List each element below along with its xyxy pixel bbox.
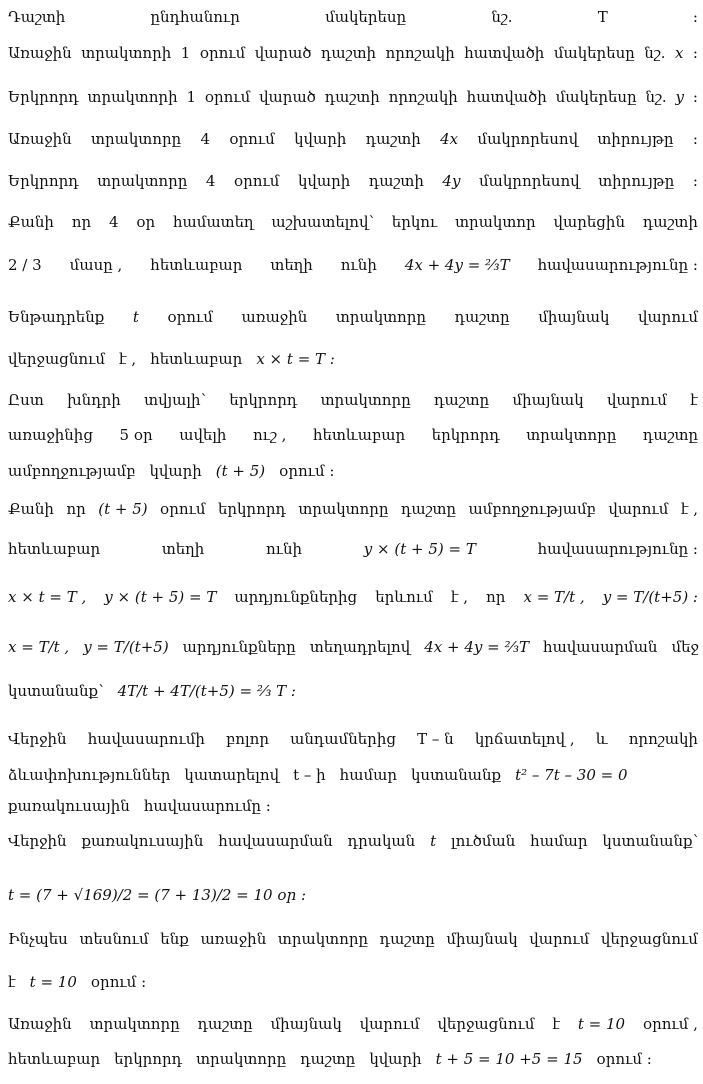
word: x × t = T : — [256, 350, 335, 368]
word: x = T/t , — [523, 588, 585, 606]
word: հավասարումը : — [143, 797, 271, 815]
word: է , — [119, 350, 137, 368]
word: միայնակ — [270, 1015, 342, 1033]
text-line — [8, 1015, 698, 1033]
word: է — [8, 973, 16, 991]
word: մակերեսը — [325, 8, 407, 26]
word: երևում — [375, 588, 433, 606]
word: քառակուսային — [81, 832, 204, 850]
word: վարում — [359, 1015, 420, 1033]
word: հավասարման — [218, 832, 333, 850]
word: Երկրորդ — [8, 172, 79, 190]
word: կրճատելով , — [474, 730, 575, 748]
word: հետևաբար — [8, 1050, 101, 1068]
word: : — [692, 172, 698, 190]
word: տրակտորը — [335, 308, 426, 326]
word: վերջացնում — [600, 930, 698, 948]
word: նշ. — [645, 88, 667, 106]
word: առաջին — [200, 930, 267, 948]
word: կստանանք — [411, 766, 502, 784]
word: երկրորդ — [217, 500, 286, 518]
text-line — [8, 730, 698, 748]
word: կատարելով — [184, 766, 280, 784]
word: է — [690, 391, 698, 409]
text-line — [8, 462, 698, 480]
word: դաշտը — [197, 1015, 253, 1033]
word: 4y — [442, 172, 461, 190]
text-line — [8, 172, 698, 190]
word: x = T/t , — [8, 638, 70, 656]
word: տրակտորի — [87, 88, 178, 106]
word: խնդրի — [67, 391, 121, 409]
word: հետևաբար — [150, 350, 243, 368]
text-line — [8, 44, 698, 62]
word: կվարի — [298, 172, 351, 190]
word: հատվածի — [466, 88, 547, 106]
word: մեջ — [671, 638, 699, 656]
word: մակերեսը — [555, 88, 637, 106]
word: միայնակ — [512, 391, 584, 409]
word: տեղի — [161, 540, 205, 558]
word: ունի — [266, 540, 303, 558]
word: t = (7 + √169)/2 = (7 + 13)/2 = 10 օր : — [8, 886, 306, 904]
word: որոշակի — [628, 730, 698, 748]
word: առաջին — [241, 308, 308, 326]
word: դաշտը — [300, 1050, 356, 1068]
word: կստանանք՝ — [602, 832, 698, 850]
text-line — [8, 1050, 698, 1068]
word: t + 5 = 10 +5 = 15 — [435, 1050, 583, 1068]
word: դաշտը — [434, 391, 490, 409]
word: երկրորդ — [114, 1050, 183, 1068]
text-line — [8, 130, 698, 148]
word: տրակտորը — [526, 426, 617, 444]
word: Երկրորդ — [8, 88, 79, 106]
word: տրակտորը — [89, 1015, 180, 1033]
word: ենք — [160, 930, 189, 948]
word: վերջացնում — [437, 1015, 535, 1033]
word: Առաջին — [8, 130, 72, 148]
word: y × (t + 5) = T — [104, 588, 217, 606]
word: Առաջին — [8, 44, 72, 62]
word: վարում — [608, 500, 669, 518]
word: 4 — [205, 172, 216, 190]
word: քառակուսային — [8, 797, 130, 815]
word: տրակտորի — [81, 44, 172, 62]
text-line — [8, 832, 698, 850]
word: դաշտը — [379, 930, 435, 948]
word: տրակտորը — [91, 130, 182, 148]
word: տրակտորը — [97, 172, 188, 190]
word: է — [552, 1015, 561, 1033]
word: օրում : — [279, 462, 335, 480]
word: հետևաբար — [150, 256, 243, 274]
word: հավասարումի — [87, 730, 205, 748]
word: տրակտոր — [455, 213, 536, 231]
text-line — [8, 886, 698, 904]
text-line — [8, 540, 698, 558]
word: օրում — [234, 172, 280, 190]
word: վարում — [638, 308, 698, 326]
word: օրում — [229, 130, 275, 148]
word: t² – 7t – 30 = 0 — [515, 766, 628, 784]
word: վերջացնում — [8, 350, 106, 368]
word: դաշտի — [324, 88, 380, 106]
word: վարում — [529, 930, 590, 948]
word: դաշտի — [321, 44, 377, 62]
word: հավասարությունը : — [537, 540, 698, 558]
word: ընդհանուր — [150, 8, 240, 26]
text-line — [8, 930, 698, 948]
word: y = T/(t+5) : — [602, 588, 698, 606]
word: տրակտորը — [298, 500, 389, 518]
word: 5 օր — [119, 426, 153, 444]
text-line — [8, 8, 698, 26]
word: ամբողջությամբ — [468, 500, 596, 518]
text-line — [8, 256, 698, 274]
word: երկրորդ — [431, 426, 500, 444]
word: t — [430, 832, 437, 850]
word: միայնակ — [446, 930, 518, 948]
word: Վերջին — [8, 730, 67, 748]
word: 4x + 4y = ⅔T — [424, 638, 530, 656]
word: t = 10 — [577, 1015, 626, 1033]
word: Ըստ — [8, 391, 44, 409]
word: հավասարման — [543, 638, 658, 656]
word: որոշակի — [385, 44, 455, 62]
word: (t + 5) — [98, 500, 148, 518]
word: ունի — [340, 256, 377, 274]
word: միայնակ — [538, 308, 610, 326]
word: 1 — [180, 44, 191, 62]
word: հետևաբար — [8, 540, 101, 558]
word: հավասարությունը : — [537, 256, 698, 274]
text-line — [8, 426, 698, 444]
word: դաշտը — [454, 308, 510, 326]
word: Վերջին — [8, 832, 67, 850]
word: x — [674, 44, 684, 62]
word: Ենթադրենք — [8, 308, 105, 326]
text-line — [8, 213, 698, 231]
word: օրում : — [90, 973, 147, 991]
word: տեղադրելով — [309, 638, 411, 656]
word: Քանի — [8, 500, 54, 518]
word: վարեցին — [553, 213, 625, 231]
word: անդամներից — [290, 730, 396, 748]
word: բոլոր — [226, 730, 269, 748]
word: դրական — [347, 832, 416, 850]
word: ամբողջությամբ — [8, 462, 136, 480]
word: տիրույթը — [598, 172, 675, 190]
word: մակրորեսով — [479, 172, 580, 190]
word: մակրորեսով — [477, 130, 579, 148]
text-line — [8, 308, 698, 326]
word: ավելի — [179, 426, 227, 444]
word: օրում — [204, 88, 251, 106]
word: 4 — [109, 213, 119, 231]
word: Ինչպես — [8, 930, 68, 948]
word: արդյունքներից — [234, 588, 358, 606]
text-line — [8, 638, 698, 656]
word: 4x — [440, 130, 459, 148]
word: տեսնում — [79, 930, 149, 948]
word: մակերեսը — [553, 44, 635, 62]
word: T — [597, 8, 608, 26]
word: ձևափոխություններ — [8, 766, 171, 784]
word: T – ն — [417, 730, 454, 748]
word: որ — [486, 588, 506, 606]
word: որ — [71, 213, 92, 231]
word: դաշտը — [642, 426, 698, 444]
word: (t + 5) — [215, 462, 266, 480]
word: օրում — [167, 308, 213, 326]
word: կվարի — [294, 130, 347, 148]
word: Դաշտի — [8, 8, 66, 26]
word: կվարի — [149, 462, 202, 480]
word: y = T/(t+5) — [83, 638, 169, 656]
text-line — [8, 391, 698, 409]
text-line — [8, 973, 698, 991]
word: կստանանք՝ — [8, 682, 104, 700]
word: արդյունքները — [182, 638, 296, 656]
word: վարում — [606, 391, 667, 409]
word: օրում — [160, 500, 206, 518]
word: աշխատելով՝ — [271, 213, 374, 231]
word: x × t = T , — [8, 588, 87, 606]
word: վարած — [254, 44, 312, 62]
word: դաշտի — [365, 130, 421, 148]
text-line — [8, 766, 698, 784]
text-line — [8, 797, 698, 815]
word: t — [132, 308, 139, 326]
word: ուշ , — [252, 426, 287, 444]
word: : — [692, 88, 698, 106]
word: որոշակի — [388, 88, 458, 106]
word: տրակտորը — [277, 930, 369, 948]
word: կվարի — [369, 1050, 422, 1068]
word: 4T/t + 4T/(t+5) = ⅔ T : — [117, 682, 296, 700]
word: : — [692, 8, 698, 26]
word: y × (t + 5) = T — [363, 540, 476, 558]
word: օրում — [199, 44, 246, 62]
word: : — [692, 44, 698, 62]
word: լուծման — [451, 832, 516, 850]
word: y — [675, 88, 684, 106]
word: t = 10 — [29, 973, 77, 991]
word: վարած — [259, 88, 316, 106]
word: տրակտորը — [320, 391, 411, 409]
word: Առաջին — [8, 1015, 72, 1033]
word: է , — [680, 500, 698, 518]
word: տվյալի՝ — [144, 391, 206, 409]
word: դաշտը — [400, 500, 456, 518]
word: համատեղ — [173, 213, 254, 231]
word: տեղի — [270, 256, 313, 274]
text-line — [8, 682, 698, 700]
word: համար — [339, 766, 397, 784]
word: օր — [136, 213, 156, 231]
word: դաշտի — [368, 172, 424, 190]
word: նշ. — [644, 44, 666, 62]
word: երկրորդ — [229, 391, 298, 409]
word: մասը , — [69, 256, 123, 274]
word: 4x + 4y = ⅔T — [404, 256, 510, 274]
word: երկու — [391, 213, 438, 231]
word: օրում : — [596, 1050, 652, 1068]
word: 4 — [200, 130, 211, 148]
word: 1 — [186, 88, 196, 106]
word: Քանի — [8, 213, 54, 231]
word: նշ. — [491, 8, 513, 26]
word: առաջինից — [8, 426, 93, 444]
word: համար — [530, 832, 588, 850]
text-line — [8, 500, 698, 518]
word: : — [692, 130, 698, 148]
word: 2 / 3 — [8, 256, 42, 274]
text-line — [8, 588, 698, 606]
word: տիրույթը — [597, 130, 674, 148]
word: օրում , — [642, 1015, 698, 1033]
word: հատվածի — [464, 44, 545, 62]
word: է , — [450, 588, 468, 606]
word: դաշտի — [642, 213, 698, 231]
word: տրակտորը — [196, 1050, 287, 1068]
text-line — [8, 350, 698, 368]
word: t – ի — [293, 766, 326, 784]
word: և — [595, 730, 608, 748]
text-line — [8, 88, 698, 106]
word: հետևաբար — [312, 426, 406, 444]
word: որ — [66, 500, 86, 518]
